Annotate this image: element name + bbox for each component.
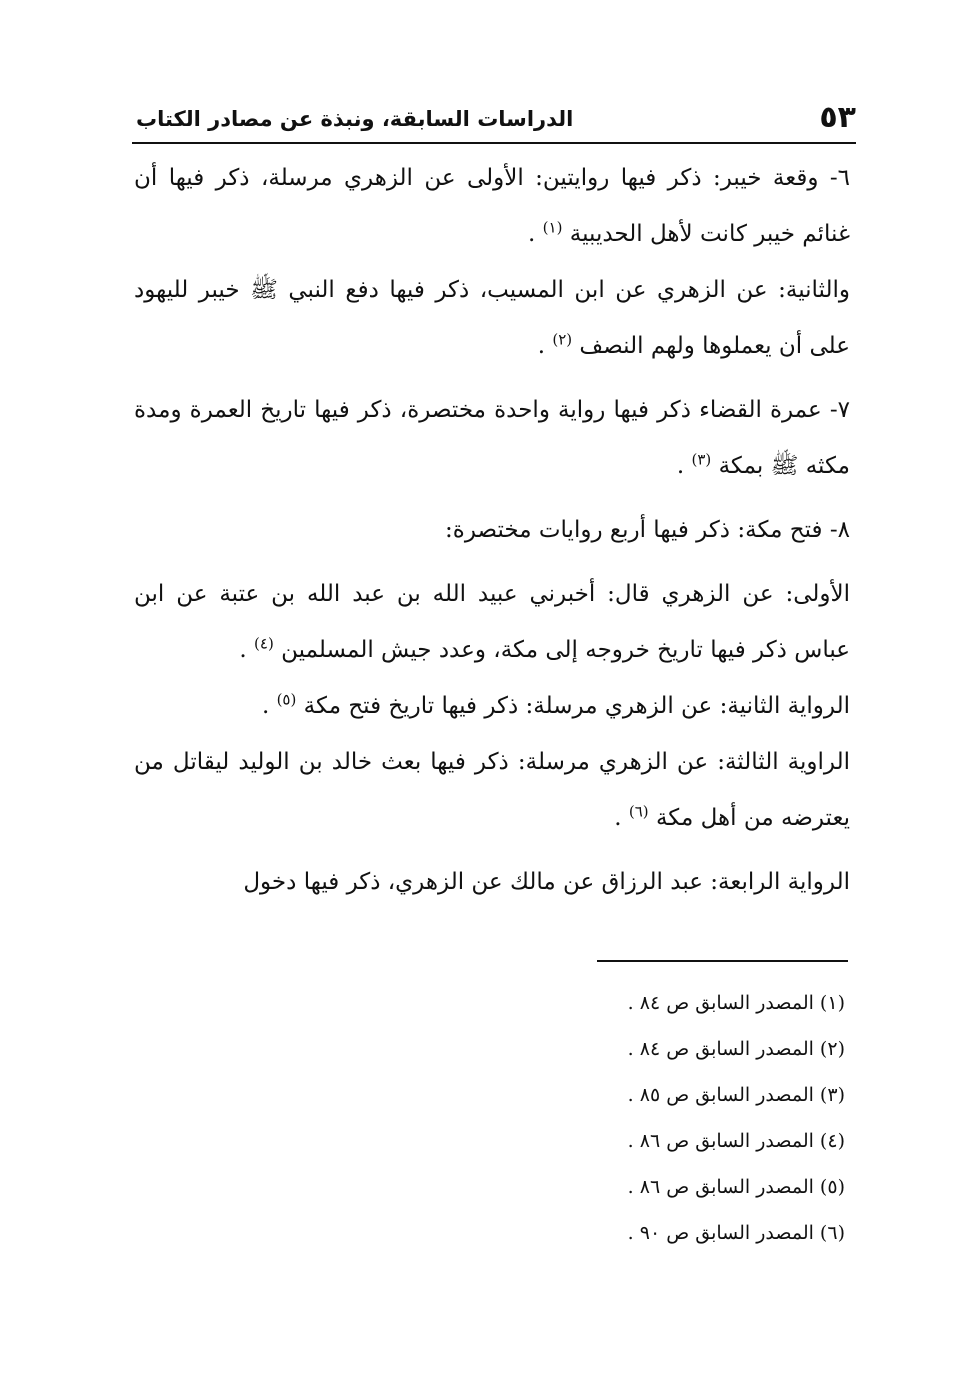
paragraph-text: الرواية الرابعة: عبد الرزاق عن مالك عن الزهري، ذكر فيها دخول bbox=[243, 869, 850, 895]
paragraph-end: . bbox=[676, 453, 692, 479]
running-title: الدراسات السابقة، ونبذة عن مصادر الكتاب bbox=[136, 107, 574, 131]
paragraph-text: ٧- عمرة القضاء ذكر فيها رواية واحدة مختصرة، ذكر فيها تاريخ العمرة ومدة مكثه ﷺ بمكة bbox=[134, 397, 850, 479]
paragraph-text: الأولى: عن الزهري قال: أخبرني عبيد الله بن عبد الله بن عتبة عن ابن عباس ذكر فيها تاريخ خروجه إلى مكة، وعدد جيش المسلمين bbox=[134, 581, 850, 663]
paragraph-end: . bbox=[261, 693, 277, 719]
footnote-marker: (٤) bbox=[254, 634, 274, 653]
paragraph-third-narration bbox=[134, 734, 850, 846]
page-header bbox=[132, 96, 856, 144]
footnote-marker: (١) bbox=[542, 218, 563, 237]
footnote-item: (٣) المصدر السابق ص ٨٥ . bbox=[627, 1084, 845, 1106]
main-text bbox=[134, 150, 850, 910]
paragraph-end: . bbox=[537, 333, 553, 359]
footnote-marker: (٥) bbox=[276, 690, 297, 709]
paragraph-text: الرواية الثانية: عن الزهري مرسلة: ذكر فيها تاريخ فتح مكة bbox=[303, 693, 850, 719]
paragraph-khaybar bbox=[134, 150, 850, 262]
paragraph-text: ٨- فتح مكة: ذكر فيها أربع روايات مختصرة: bbox=[445, 517, 850, 543]
paragraph-umrat-al-qada bbox=[134, 382, 850, 494]
page-number: ٥٣ bbox=[819, 100, 856, 135]
footnote-marker: (٣) bbox=[691, 450, 712, 469]
paragraph-first-narration bbox=[134, 566, 850, 678]
footnote-marker: (٢) bbox=[552, 330, 573, 349]
footnotes-list bbox=[485, 980, 845, 1256]
footnote-item: (٥) المصدر السابق ص ٨٦ . bbox=[627, 1176, 845, 1198]
paragraph-khaybar-second bbox=[134, 262, 850, 374]
footnote-item: (٤) المصدر السابق ص ٨٦ . bbox=[627, 1130, 845, 1152]
paragraph-end: . bbox=[528, 221, 543, 247]
paragraph-text: والثانية: عن الزهري عن ابن المسيب، ذكر فيها دفع النبي ﷺ خيبر لليهود على أن يعملوها ولهم النصف bbox=[134, 277, 850, 359]
footnote-separator bbox=[597, 960, 848, 962]
paragraph-end: . bbox=[614, 805, 629, 831]
footnote-marker: (٦) bbox=[628, 802, 649, 821]
footnote-item: (١) المصدر السابق ص ٨٤ . bbox=[627, 992, 845, 1014]
paragraph-second-narration bbox=[134, 678, 850, 734]
paragraph-fath-makkah bbox=[134, 502, 850, 558]
paragraph-text: ٦- وقعة خيبر: ذكر فيها روايتين: الأولى عن الزهري مرسلة، ذكر فيها أن غنائم خيبر كانت لأهل الحديبية bbox=[134, 165, 850, 247]
footnote-item: (٢) المصدر السابق ص ٨٤ . bbox=[627, 1038, 845, 1060]
paragraph-fourth-narration bbox=[134, 854, 850, 910]
footnote-item: (٦) المصدر السابق ص ٩٠ . bbox=[627, 1222, 845, 1244]
paragraph-end: . bbox=[239, 637, 255, 663]
paragraph-text: الراوية الثالثة: عن الزهري مرسلة: ذكر فيها بعث خالد بن الوليد ليقاتل من يعترضه من أهل مكة bbox=[134, 749, 850, 831]
